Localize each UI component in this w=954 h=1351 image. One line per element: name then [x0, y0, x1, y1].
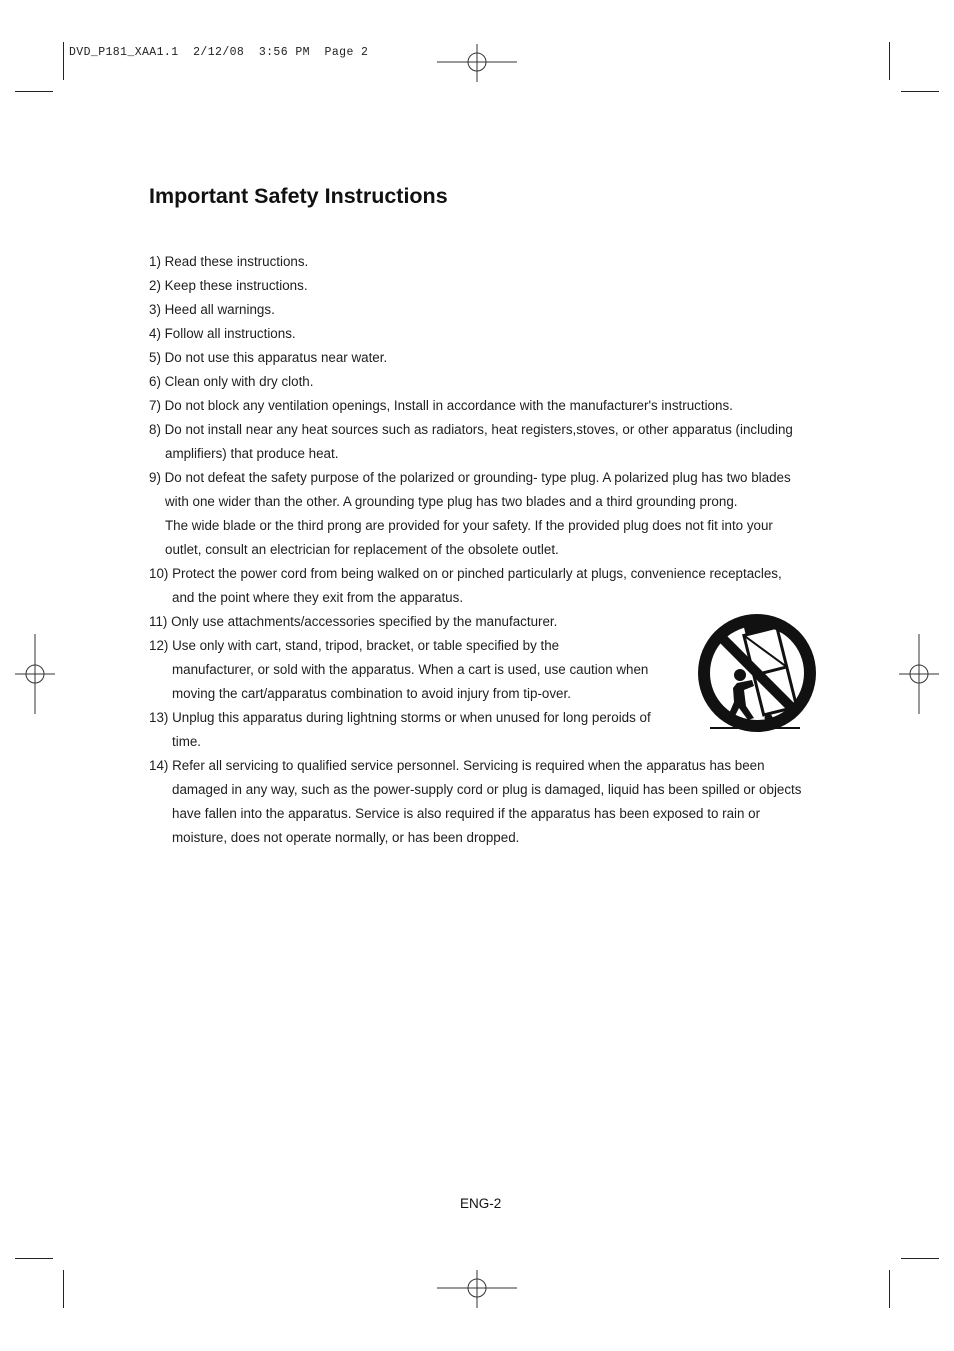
crop-mark [889, 1270, 890, 1308]
list-item [149, 370, 829, 394]
crop-mark [15, 1258, 53, 1259]
crop-mark [889, 42, 890, 80]
list-item-text: 3) Heed all warnings. [149, 302, 275, 317]
list-item-text: 9) Do not defeat the safety purpose of the polarized or grounding- type plug. A polarized plug has two blades [149, 470, 791, 485]
list-item-text: 10) Protect the power cord from being walked on or pinched particularly at plugs, convenience receptacles, [149, 566, 782, 581]
list-item-text: 11) Only use attachments/accessories specified by the manufacturer. [149, 614, 558, 629]
print-slug: DVD_P181_XAA1.1 2/12/08 3:56 PM Page 2 [69, 46, 369, 59]
list-item-text: 1) Read these instructions. [149, 254, 309, 269]
list-item [149, 274, 829, 298]
crop-mark [63, 1270, 64, 1308]
list-item [149, 418, 829, 466]
list-item [149, 346, 829, 370]
list-item-text: have fallen into the apparatus. Service is also required if the apparatus has been exposed to rain or [172, 806, 761, 821]
list-item-text: 7) Do not block any ventilation openings, Install in accordance with the manufacturer's instructions. [149, 398, 733, 413]
list-item-text: 2) Keep these instructions. [149, 278, 308, 293]
registration-mark-icon [437, 1270, 517, 1308]
list-item [149, 322, 829, 346]
list-item-text: 13) Unplug this apparatus during lightning storms or when unused for long peroids of [149, 710, 651, 725]
list-item-text: manufacturer, or sold with the apparatus. When a cart is used, use caution when [172, 662, 649, 677]
instruction-list [149, 250, 829, 850]
list-item-text: 8) Do not install near any heat sources such as radiators, heat registers,stoves, or other apparatus (including [149, 422, 793, 437]
registration-mark-icon [437, 44, 517, 82]
list-item-text: moving the cart/apparatus combination to avoid injury from tip-over. [172, 686, 571, 701]
list-item-text: 14) Refer all servicing to qualified service personnel. Servicing is required when the apparatus has been [149, 758, 765, 773]
list-item-text: amplifiers) that produce heat. [165, 446, 339, 461]
list-item [149, 562, 829, 610]
list-item-text: time. [172, 734, 202, 749]
list-item [149, 250, 829, 274]
registration-mark-icon [15, 634, 55, 714]
list-item-text: with one wider than the other. A grounding type plug has two blades and a third grounding prong. [165, 494, 738, 509]
crop-mark [901, 1258, 939, 1259]
list-item-text: moisture, does not operate normally, or has been dropped. [172, 830, 520, 845]
list-item-text: 6) Clean only with dry cloth. [149, 374, 314, 389]
list-item-text: outlet, consult an electrician for replacement of the obsolete outlet. [165, 542, 559, 557]
list-item-text: damaged in any way, such as the power-supply cord or plug is damaged, liquid has been spilled or objects [172, 782, 802, 797]
list-item [149, 466, 829, 562]
crop-mark [901, 91, 939, 92]
list-item [149, 394, 829, 418]
crop-mark [15, 91, 53, 92]
page-title: Important Safety Instructions [149, 184, 448, 208]
list-item-text: 12) Use only with cart, stand, tripod, bracket, or table specified by the [149, 638, 560, 653]
list-item-text: 5) Do not use this apparatus near water. [149, 350, 388, 365]
crop-mark [63, 42, 64, 80]
page-number: ENG-2 [460, 1196, 502, 1211]
cart-tip-over-warning-icon [696, 614, 818, 734]
list-item-text: and the point where they exit from the apparatus. [172, 590, 464, 605]
list-item-text: The wide blade or the third prong are provided for your safety. If the provided plug does not fit into your [165, 518, 773, 533]
registration-mark-icon [899, 634, 939, 714]
list-item [149, 298, 829, 322]
list-item [149, 754, 829, 850]
list-item-text: 4) Follow all instructions. [149, 326, 296, 341]
